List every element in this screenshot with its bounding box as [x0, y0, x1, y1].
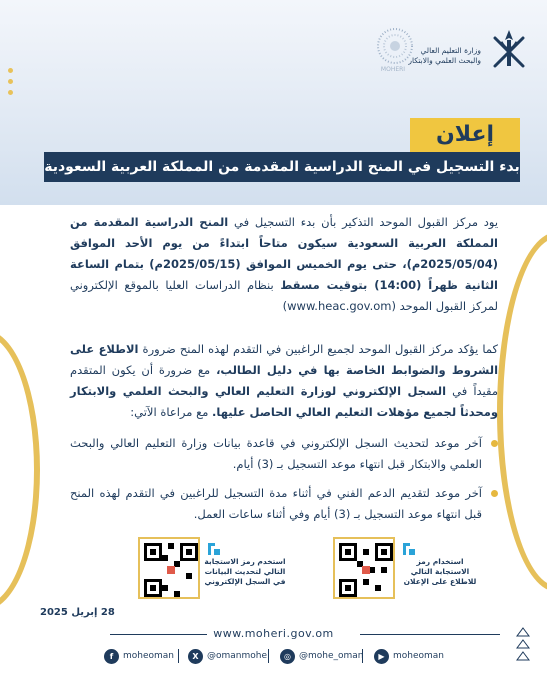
- paragraph-1-intro: يود مركز القبول الموحد التذكير بأن بدء التسجيل في: [234, 215, 499, 229]
- qr-card-announcement[interactable]: [333, 537, 483, 603]
- ministry-name-line2: والبحث العلمي والابتكار: [408, 56, 481, 65]
- dotted-ring-icon: [372, 26, 418, 66]
- announcement-label: إعلان: [410, 118, 520, 152]
- list-item: [70, 483, 498, 525]
- paragraph-2-note: مع مراعاة الآتي:: [130, 405, 209, 419]
- qr-card-record-update[interactable]: [138, 537, 288, 603]
- deadline-list: [70, 433, 498, 525]
- announcement-title: بدء التسجيل في المنح الدراسية المقدمة من المملكة العربية السعودية: [44, 152, 520, 182]
- ministry-name-line1: وزارة التعليم العالي: [420, 46, 481, 55]
- social-handle[interactable]: @mohe_oman: [299, 651, 364, 661]
- scan-icon: [403, 543, 415, 555]
- facebook-icon: f: [104, 649, 119, 664]
- paragraph-1-site: بنظام الدراسات العليا بالموقع الإلكتروني لمركز القبول الموحد (www.heac.gov.om): [70, 278, 498, 313]
- scan-icon: [208, 543, 220, 555]
- divider: [178, 649, 179, 663]
- decorative-arc-right: [497, 232, 547, 592]
- paragraph-1-dates: المنح الدراسية المقدمة من المملكة العربية السعودية سيكون متاحاً ابتداءً من يوم الأحد الموافق (2025/05/04م)، حتى يوم الخميس الموافق (2025/05/15م) بتمام الساعة الثانية ظهراً (14:00) بتوقيت مسقط: [70, 215, 498, 292]
- list-item: [70, 433, 498, 475]
- social-facebook[interactable]: [104, 646, 174, 666]
- social-handle[interactable]: moheoman: [393, 651, 445, 661]
- social-handle[interactable]: moheoman: [123, 651, 175, 661]
- website-link[interactable]: [0, 627, 547, 640]
- paragraph-2-conditions: الاطلاع على الشروط والضوابط الخاصة بها في دليل الطالب،: [70, 342, 499, 377]
- social-links: [100, 646, 500, 666]
- qr-card-caption: استخدم رمز الاستجابة التالي لتحديث البيانات في السجل الإلكتروني: [204, 557, 286, 586]
- decorative-arc-left: [0, 330, 40, 610]
- bullet-dot: [491, 440, 498, 447]
- qr-code[interactable]: [333, 537, 395, 599]
- social-x[interactable]: [188, 646, 267, 666]
- website-text[interactable]: www.moheri.gov.om: [207, 627, 340, 640]
- decorative-triangles-icon: [513, 626, 533, 666]
- qr-card-caption: استخدام رمز الاستجابة التالي للاطلاع على الإعلان: [403, 557, 477, 586]
- announcement-body: [70, 212, 498, 533]
- social-handle[interactable]: @omanmohe: [207, 651, 268, 661]
- social-youtube[interactable]: [374, 646, 444, 666]
- center-logo-name: MOHERI: [380, 66, 406, 73]
- paragraph-2-requirement: مع ضرورة أن يكون المتقدم مقيداً في: [70, 363, 499, 398]
- center-logo: [358, 26, 428, 76]
- decorative-dots: [8, 68, 13, 101]
- oman-emblem-icon: [487, 26, 531, 72]
- paragraph-2-record: السجل الإلكتروني لوزارة التعليم العالي والبحث العلمي والابتكار ومحدثاً لجميع مؤهلات التعليم العالي الحاصل عليها.: [70, 384, 498, 419]
- x-icon: X: [188, 649, 203, 664]
- announcement-date: 28 إبريل 2025: [40, 607, 115, 618]
- social-instagram[interactable]: [280, 646, 364, 666]
- paragraph-1: [70, 212, 498, 317]
- bullet-text: آخر موعد لتقديم الدعم الفني في أثناء مدة التسجيل للراغبين في التقدم لهذه المنح قبل انتهاء موعد التسجيل بـ (3) أيام وفي أثناء ساعات العمل.: [70, 486, 482, 521]
- youtube-icon: ▶: [374, 649, 389, 664]
- bullet-text: آخر موعد لتحديث السجل الإلكتروني في قاعدة بيانات وزارة التعليم العالي والبحث العلمي والابتكار قبل انتهاء موعد التسجيل بـ (3) أيام.: [70, 436, 482, 471]
- paragraph-2-intro: كما يؤكد مركز القبول الموحد لجميع الراغبين في التقدم لهذه المنح ضرورة: [142, 342, 498, 356]
- divider: [268, 649, 269, 663]
- bullet-dot: [491, 490, 498, 497]
- paragraph-2: [70, 339, 498, 423]
- instagram-icon: ◎: [280, 649, 295, 664]
- qr-code[interactable]: [138, 537, 200, 599]
